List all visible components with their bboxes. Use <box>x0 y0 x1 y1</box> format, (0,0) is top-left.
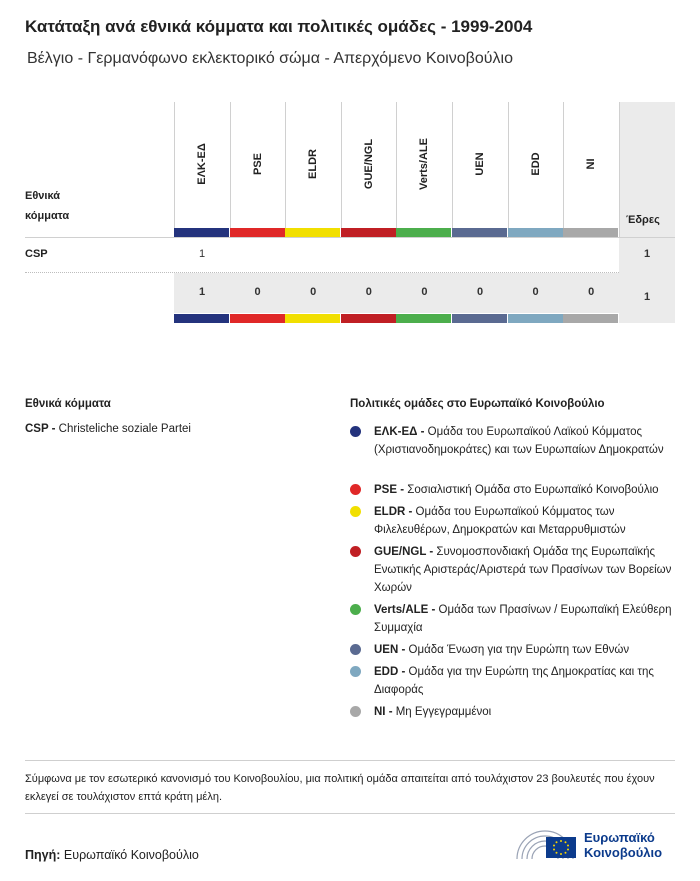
total-cell: 0 <box>476 286 484 298</box>
total-cell: 0 <box>310 286 317 298</box>
source-value: Ευρωπαϊκό Κοινοβούλιο <box>60 848 199 862</box>
group-code: UEN <box>474 152 486 176</box>
group-legend-text <box>374 543 680 597</box>
group-code: ELDR - <box>374 506 413 518</box>
group-code: Verts/ALE <box>418 138 431 190</box>
column-header <box>174 102 230 226</box>
group-legend-item <box>350 503 680 539</box>
group-name: Ομάδα του Ευρωπαϊκού Λαϊκού Κόμματος (Χριστιανοδημοκράτες) και των Ευρωπαίων Δημοκρατών <box>374 426 664 456</box>
group-color-bar <box>285 228 340 237</box>
party-legend-heading: Εθνικά κόμματα <box>25 398 111 410</box>
column-header <box>230 102 286 226</box>
group-code: NI - <box>374 706 393 718</box>
group-code: PSE <box>251 152 264 176</box>
group-code: GUE/NGL <box>362 138 375 190</box>
group-legend-text <box>374 601 680 637</box>
group-color-bar <box>452 228 507 237</box>
source-line <box>25 848 199 862</box>
group-legend-item <box>350 543 680 597</box>
ep-logo <box>513 823 678 863</box>
logo-text-line1: Ευρωπαϊκό <box>584 830 655 845</box>
group-color-bar <box>563 228 618 237</box>
logo-text-line2: Κοινοβούλιο <box>584 845 663 860</box>
column-header <box>285 102 341 226</box>
group-color-bar <box>396 314 451 323</box>
group-legend-item <box>350 423 680 459</box>
party-column-header: Εθνικά κόμματα <box>25 190 70 222</box>
party-name: Christeliche soziale Partei <box>55 423 191 435</box>
group-color-dot-icon <box>350 484 361 495</box>
column-header <box>508 102 564 226</box>
eu-flag-icon <box>546 837 576 858</box>
row-divider <box>25 272 619 273</box>
group-legend-item <box>350 703 680 721</box>
note-divider-top <box>25 760 675 761</box>
group-color-dot-icon <box>350 644 361 655</box>
page-subtitle: Βέλγιο - Γερμανόφωνο εκλεκτορικό σώμα - Απερχόμενο Κοινοβούλιο <box>27 50 513 67</box>
column-divider <box>619 102 620 237</box>
group-code: NI <box>585 158 598 170</box>
results-table <box>25 102 675 323</box>
group-color-dot-icon <box>350 506 361 517</box>
group-name: Μη Εγγεγραμμένοι <box>392 706 492 718</box>
group-legend-heading: Πολιτικές ομάδες στο Ευρωπαϊκό Κοινοβούλιο <box>350 398 605 410</box>
group-legend-text <box>374 503 680 539</box>
column-header <box>396 102 452 226</box>
group-legend-text <box>374 703 680 721</box>
group-color-bar <box>174 228 229 237</box>
group-color-bar <box>508 314 563 323</box>
group-color-dot-icon <box>350 426 361 437</box>
source-label: Πηγή: <box>25 848 61 862</box>
group-color-bar <box>341 228 396 237</box>
group-color-bar <box>396 228 451 237</box>
header-divider <box>25 237 675 238</box>
total-cell: 0 <box>365 286 372 298</box>
group-color-bar <box>230 228 285 237</box>
total-cell: 0 <box>532 286 539 298</box>
group-color-bar <box>563 314 618 323</box>
group-color-bar <box>452 314 507 323</box>
group-name: Συνομοσπονδιακή Ομάδα της Ευρωπαϊκής Ενωτικής Αριστεράς/Αριστερά των Πρασίνων των Βορείων Χωρών <box>374 546 672 594</box>
group-color-dot-icon <box>350 666 361 677</box>
group-legend-text <box>374 641 680 659</box>
group-legend-text <box>374 423 680 459</box>
footnote: Σύμφωνα με τον εσωτερικό κανονισμό του Κοινοβουλίου, μια πολιτική ομάδα απαιτείται από τουλάχιστον 23 βουλευτές που έχουν εκλεγεί σε τουλάχιστον επτά κράτη μέλη. <box>25 773 655 803</box>
group-name: Σοσιαλιστική Ομάδα στο Ευρωπαϊκό Κοινοβούλιο <box>404 484 659 496</box>
group-code: PSE - <box>374 484 405 496</box>
page-title: Κατάταξη ανά εθνικά κόμματα και πολιτικές ομάδες - 1999-2004 <box>25 17 533 36</box>
column-header <box>563 102 619 226</box>
column-header <box>452 102 508 226</box>
total-seats-cell: 1 <box>643 291 651 303</box>
group-name: Ομάδα των Πρασίνων / Ευρωπαϊκή Ελεύθερη Συμμαχία <box>374 604 672 634</box>
group-legend-item <box>350 641 680 659</box>
group-code: ELDR <box>307 149 320 179</box>
total-cell: 1 <box>198 286 206 298</box>
group-color-dot-icon <box>350 546 361 557</box>
group-legend-text <box>374 663 680 699</box>
group-legend-item <box>350 481 680 499</box>
group-name: Ομάδα Ένωση για την Ευρώπη των Εθνών <box>405 644 630 656</box>
note-divider-bottom <box>25 813 675 814</box>
group-code: UEN - <box>374 644 406 656</box>
party-row-label: CSP <box>25 248 48 260</box>
seats-column-header: Έδρες <box>626 214 660 226</box>
group-code: ΕΛΚ-ΕΔ <box>196 143 208 185</box>
seats-column-background <box>619 102 675 323</box>
group-color-dot-icon <box>350 706 361 717</box>
party-code: CSP - <box>25 423 56 435</box>
seats-cell: 1 <box>643 248 651 260</box>
group-color-bar <box>341 314 396 323</box>
group-color-bar <box>508 228 563 237</box>
group-name: Ομάδα του Ευρωπαϊκού Κόμματος των Φιλελευθέρων, Δημοκρατών και Μεταρρυθμιστών <box>374 506 626 536</box>
group-name: Ομάδα για την Ευρώπη της Δημοκρατίας και της Διαφοράς <box>374 666 654 696</box>
table-cell: 1 <box>198 248 206 260</box>
group-code: Verts/ALE - <box>374 604 436 616</box>
group-legend-text <box>374 481 680 499</box>
party-legend-item <box>25 423 191 435</box>
group-color-bar <box>230 314 285 323</box>
group-legend-item <box>350 601 680 637</box>
group-code: EDD - <box>374 666 406 678</box>
group-color-bar <box>174 314 229 323</box>
group-code: ΕΛΚ-ΕΔ - <box>374 426 425 438</box>
group-color-dot-icon <box>350 604 361 615</box>
column-header <box>341 102 397 226</box>
group-color-bar <box>285 314 340 323</box>
group-code: GUE/NGL - <box>374 546 434 558</box>
total-cell: 0 <box>421 286 428 298</box>
total-cell: 0 <box>588 286 595 298</box>
total-cell: 0 <box>254 286 261 298</box>
group-code: EDD <box>529 152 542 176</box>
group-legend-item <box>350 663 680 699</box>
